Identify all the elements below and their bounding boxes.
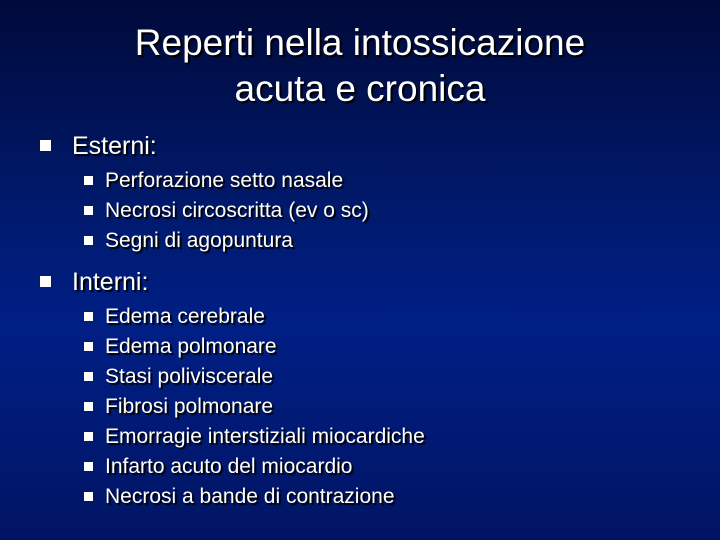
list-item-label: Infarto acuto del miocardio <box>105 455 353 478</box>
section-heading-label: Esterni: <box>72 132 157 160</box>
slide-title-line-2: acuta e cronica <box>234 68 486 109</box>
list-item <box>40 302 700 332</box>
list-item-label: Necrosi circoscritta (ev o sc) <box>105 199 369 222</box>
list-item-label: Stasi poliviscerale <box>105 365 274 388</box>
square-bullet-icon <box>84 206 93 215</box>
slide-content <box>40 126 700 518</box>
sublist-esterni <box>40 166 700 256</box>
square-bullet-icon <box>84 402 93 411</box>
list-item-label: Fibrosi polmonare <box>105 395 274 418</box>
square-bullet-icon <box>84 462 93 471</box>
square-bullet-icon <box>40 140 51 151</box>
square-bullet-icon <box>84 342 93 351</box>
sublist-interni <box>40 302 700 512</box>
list-item-label: Perforazione setto nasale <box>105 169 344 192</box>
square-bullet-icon <box>84 236 93 245</box>
list-item-label: Segni di agopuntura <box>105 229 293 252</box>
list-item-label: Edema cerebrale <box>105 305 265 328</box>
section-heading-esterni <box>40 126 700 166</box>
list-item <box>40 332 700 362</box>
square-bullet-icon <box>84 312 93 321</box>
section-heading-interni <box>40 262 700 302</box>
list-item <box>40 392 700 422</box>
square-bullet-icon <box>84 492 93 501</box>
square-bullet-icon <box>84 176 93 185</box>
list-item-label: Necrosi a bande di contrazione <box>105 485 395 508</box>
list-item <box>40 226 700 256</box>
list-item <box>40 166 700 196</box>
square-bullet-icon <box>84 372 93 381</box>
list-item <box>40 482 700 512</box>
list-item-label: Emorragie interstiziali miocardiche <box>105 425 425 448</box>
section-heading-label: Interni: <box>72 268 149 296</box>
list-item-label: Edema polmonare <box>105 335 277 358</box>
list-item <box>40 452 700 482</box>
square-bullet-icon <box>84 432 93 441</box>
list-item <box>40 196 700 226</box>
slide-title-line-1: Reperti nella intossicazione <box>134 22 586 63</box>
square-bullet-icon <box>40 276 51 287</box>
list-item <box>40 362 700 392</box>
list-item <box>40 422 700 452</box>
slide-title <box>0 20 720 112</box>
